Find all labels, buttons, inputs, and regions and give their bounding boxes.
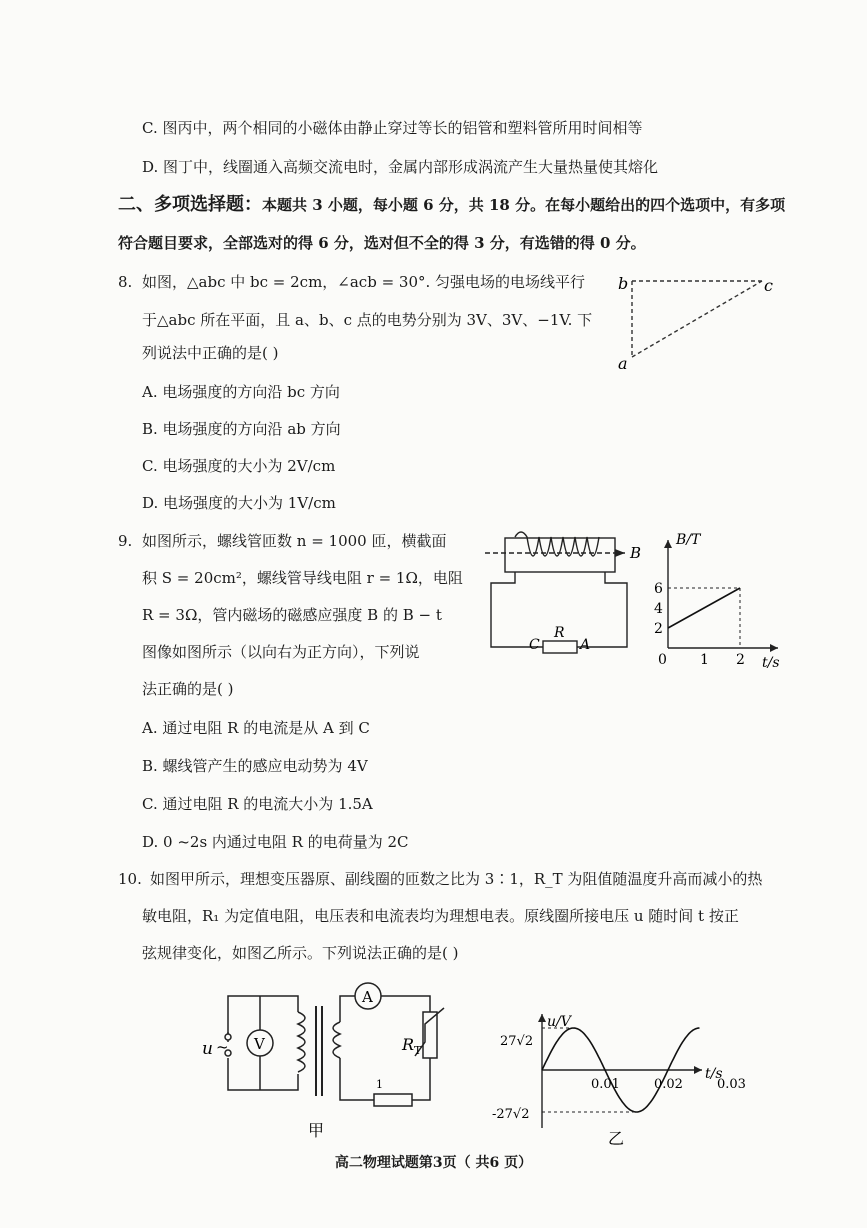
q8-label-c: c [764,276,773,295]
bt-x-tick-label: 1 [700,652,709,668]
bt-y-arrow [664,540,672,548]
q8-option-a: A. 电场强度的方向沿 bc 方向 [142,383,340,401]
ut-neg-amp-label: -27√2 [492,1107,530,1122]
q9-stem-1: 如图所示，螺线管匝数 n = 1000 匝，横截面 [142,532,447,550]
rt-label: $R_T$ [402,1035,422,1057]
option-c-prev: C. 图丙中，两个相同的小磁体由静止穿过等长的铝管和塑料管所用时间相等 [142,119,643,137]
q8-label-b: b [618,274,629,293]
voltmeter-label: V [254,1035,265,1053]
q9-option-c: C. 通过电阻 R 的电流大小为 1.5A [142,795,373,813]
r1-label: 1 [376,1078,383,1091]
bt-y-tick-label: 2 [654,621,663,637]
bt-x-tick-label: 2 [736,652,745,668]
ut-y-axis-label: u/V [547,1014,571,1030]
q9-label-A: A [580,637,591,653]
q10-number: 10. [118,870,142,888]
ut-x-arrow [694,1066,702,1074]
q8-stem-2: 于△abc 所在平面，且 a、b、c 点的电势分别为 3V、3V、−1V. 下 [142,311,593,329]
section-desc-2: 符合题目要求，全部选对的得 6 分，选对但不全的得 3 分，有选错的得 0 分。 [118,234,646,252]
q8-stem-1: 如图，△abc 中 bc = 2cm，∠acb = 30°. 匀强电场的电场线平行 [142,273,586,291]
q10-stem-1: 如图甲所示，理想变压器原、副线圈的匝数之比为 3∶1，R_T 为阻值随温度升高而减小的热 [150,870,763,888]
q9-stem-3: R = 3Ω，管内磁场的磁感应强度 B 的 B − t [142,606,442,624]
q8-label-a: a [618,354,628,373]
fig-caption-jia: 甲 [308,1121,325,1140]
q9-option-d: D. 0 ~2s 内通过电阻 R 的电荷量为 2C [142,833,409,851]
q8-stem-3: 列说法中正确的是( ) [142,344,279,362]
bt-y-tick-label: 6 [654,581,663,597]
q8-option-b: B. 电场强度的方向沿 ab 方向 [142,420,341,438]
option-d-prev: D. 图丁中，线圈通入高频交流电时，金属内部形成涡流产生大量热量使其熔化 [142,158,659,176]
ut-x-tick-label: 0.02 [654,1077,683,1092]
ammeter-label: A [362,988,373,1006]
ut-amp-label: 27√2 [500,1034,534,1049]
bt-y-tick-label: 4 [654,601,663,617]
section-desc-1: 本题共 3 小题，每小题 6 分，共 18 分。在每小题给出的四个选项中，有多项 [262,196,786,214]
q9-stem-2: 积 S = 20cm²，螺线管导线电阻 r = 1Ω，电阻 [142,569,463,587]
q10-label-tilde: ~ [216,1038,229,1056]
q9-solenoid-circuit [475,525,660,675]
resistor-r [543,641,577,653]
bt-chart [650,530,785,670]
q10-label-u: u [202,1039,213,1059]
page-footer: 高二物理试题第3页（ 共6 页） [334,1155,533,1171]
bt-series-line [668,588,740,628]
bt-guide-lines [668,588,740,648]
q9-option-a: A. 通过电阻 R 的电流是从 A 到 C [142,719,370,737]
bt-y-axis-label: B/T [676,532,701,548]
q10-transformer-circuit [198,980,458,1145]
q9-stem-4: 图像如图所示（以向右为正方向），下列说 [142,643,420,661]
q8-number: 8. [118,273,133,291]
bt-x-axis-label: t/s [762,655,780,671]
q9-number: 9. [118,532,133,550]
q9-label-C: C [529,637,540,653]
ut-y-arrow [538,1014,546,1022]
ut-x-tick-label: 0.03 [717,1077,746,1092]
q9-label-R: R [554,625,565,641]
ut-chart [490,1010,746,1148]
resistor-r1 [374,1094,412,1106]
bt-x-arrow [770,644,778,652]
q10-stem-2: 敏电阻，R₁ 为定值电阻，电压表和电流表均为理想电表。原线圈所接电压 u 随时间 t 按正 [142,907,739,925]
section-title: 二、多项选择题： [118,194,262,215]
q10-stem-3: 弦规律变化，如图乙所示。下列说法正确的是( ) [142,944,459,962]
section-heading [118,194,785,216]
q8-option-d: D. 电场强度的大小为 1V/cm [142,494,336,512]
q8-triangle-figure [600,265,800,380]
ut-x-tick-label: 0.01 [591,1077,620,1092]
q8-option-c: C. 电场强度的大小为 2V/cm [142,457,336,475]
bt-x-tick-label: 0 [658,652,667,668]
q9-label-B: B [630,544,642,562]
q9-option-b: B. 螺线管产生的感应电动势为 4V [142,757,368,775]
fig-caption-yi: 乙 [608,1129,625,1148]
q9-stem-5: 法正确的是( ) [142,680,234,698]
ut-x-axis-label: t/s [705,1066,723,1082]
